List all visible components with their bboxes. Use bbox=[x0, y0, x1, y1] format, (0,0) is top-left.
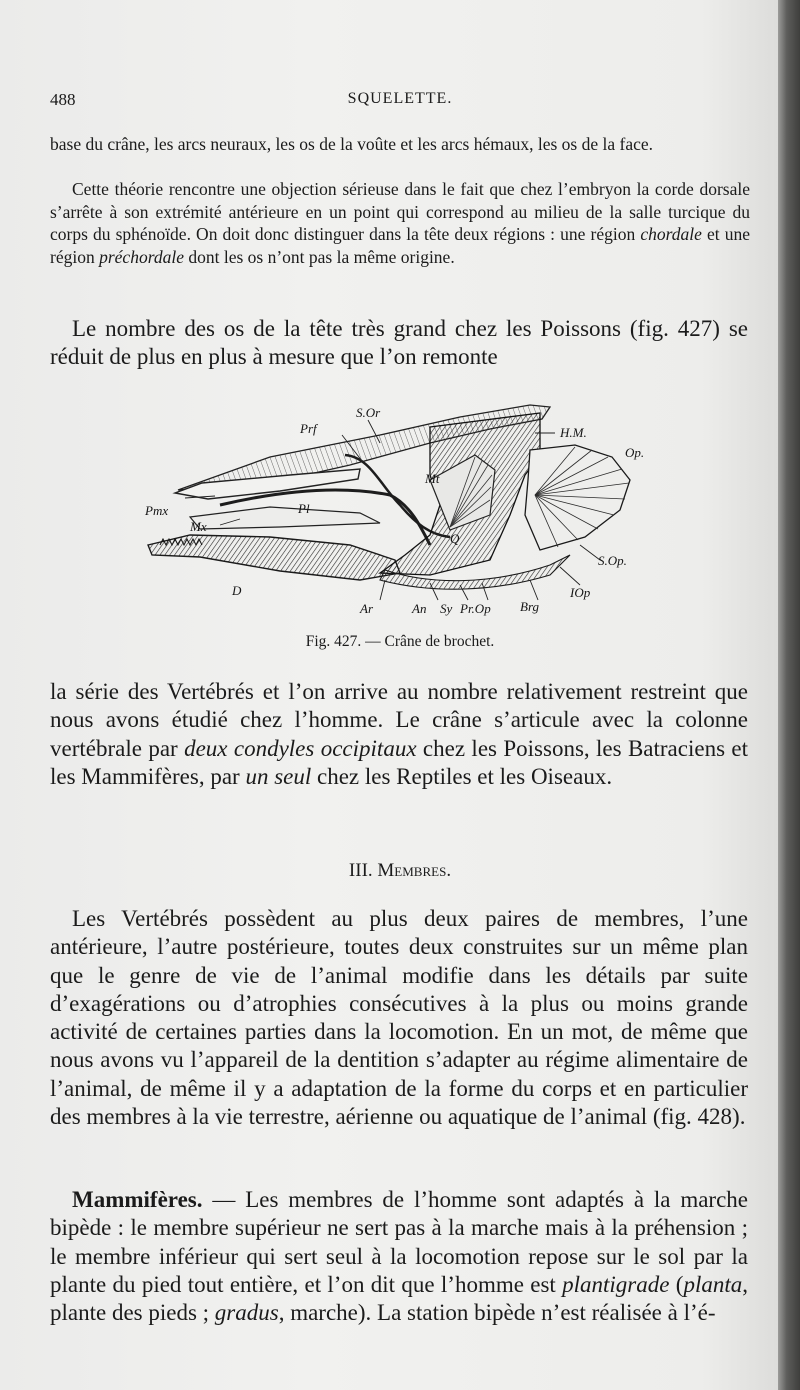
maxilla-shape bbox=[190, 507, 380, 529]
label-d: D bbox=[232, 583, 242, 598]
paragraph-membres: Les Vertébrés possèdent au plus deux paires de membres, l’une antérieure, l’autre postérieure, toutes deux construites sur un même plan que le genre de vie de l’animal modifie dans les détails par suite d’exagérations ou d’atrophies consécutives à la plus ou moins grande activité de certaines parties dans la locomotion. En un mot, de même que nous avons vu l’appareil de la dentition s’adapter au régime alimentaire de l’animal, de même il y a adaptation de la forme du corps et en particulier des membres à la vie terrestre, aérienne ou aquatique de l’animal (fig. 428). bbox=[50, 906, 748, 1130]
term-plantigrade: plantigrade bbox=[562, 1271, 670, 1297]
section-title: Membres. bbox=[377, 860, 452, 881]
page-edge-shadow bbox=[778, 0, 800, 1390]
label-scp: S.Op. bbox=[598, 553, 627, 568]
figure-pike-skull bbox=[130, 395, 650, 625]
term-un-seul: un seul bbox=[245, 763, 312, 789]
label-op: Op. bbox=[625, 445, 645, 460]
term-gradus: gradus bbox=[214, 1300, 279, 1326]
label-pmx: Pmx bbox=[145, 503, 169, 518]
label-prf: Prf bbox=[300, 421, 317, 436]
figure-caption: Fig. 427. — Crâne de brochet. bbox=[305, 633, 495, 650]
label-iop: IOp bbox=[570, 585, 591, 600]
running-title: SQUELETTE. bbox=[347, 90, 453, 107]
paragraph-serie: la série des Vertébrés et l’on arrive au nombre relativement restreint que nous avons étudié chez l’homme. Le crâne s’articule avec la colonne vertébrale par deux condyles occipitaux chez les Poissons, les Batraciens et les Mammifères, par un seul chez les Reptiles et les Oiseaux. bbox=[50, 679, 748, 789]
label-sy: Sy bbox=[440, 601, 453, 616]
label-brg: Brg bbox=[520, 599, 540, 614]
section-heading: III. Membres. bbox=[348, 860, 452, 881]
label-sor: S.Or bbox=[356, 405, 381, 420]
heading-mammiferes: Mammifères. bbox=[72, 1187, 203, 1212]
operculum-shape bbox=[525, 445, 630, 550]
term-prechordale: préchordale bbox=[99, 246, 184, 267]
paragraph-mammiferes: Mammifères. — Les membres de l’homme sont adaptés à la marche bipède : le membre supérieur ne sert pas à la marche mais à la préhension ; le membre inférieur qui sert seul à la locomotion repose sur le sol par la plante du pied tout entière, et l’on dit que l’homme est plantigrade (planta, plante des pieds ; gradus, marche). La station bipède n’est réalisée à l’é- bbox=[50, 1187, 748, 1326]
label-q: Q bbox=[450, 531, 460, 546]
term-chordale: chordale bbox=[640, 224, 702, 245]
label-mx: Mx bbox=[190, 519, 207, 534]
label-mt: Mt bbox=[425, 471, 440, 486]
term-planta: planta bbox=[683, 1271, 743, 1297]
pike-skull-illustration bbox=[130, 395, 650, 625]
paragraph-objection: Cette théorie rencontre une objection sérieuse dans le fait que chez l’embryon la corde dorsale s’arrête à son extrémité antérieure en un point qui correspond au milieu de la salle turcique du corps du sphénoïde. On doit donc distinguer dans la tête deux régions : une région chordale et une région préchordale dont les os n’ont pas la même origine. bbox=[50, 179, 750, 267]
label-an: An bbox=[412, 601, 427, 616]
label-prop: Pr.Op bbox=[460, 601, 491, 616]
label-hm: H.M. bbox=[560, 425, 587, 440]
page-number: 488 bbox=[50, 90, 76, 109]
label-ar: Ar bbox=[360, 601, 373, 616]
term-deux-condyles: deux condyles occipitaux bbox=[184, 735, 417, 761]
page-header bbox=[50, 90, 750, 120]
paragraph-nombre: Le nombre des os de la tête très grand chez les Poissons (fig. 427) se réduit de plus en plus à mesure que l’on remonte bbox=[50, 316, 748, 370]
paragraph-continued: base du crâne, les arcs neuraux, les os de la voûte et les arcs hémaux, les os de la face. bbox=[50, 134, 654, 154]
label-pl: Pl bbox=[298, 501, 310, 516]
